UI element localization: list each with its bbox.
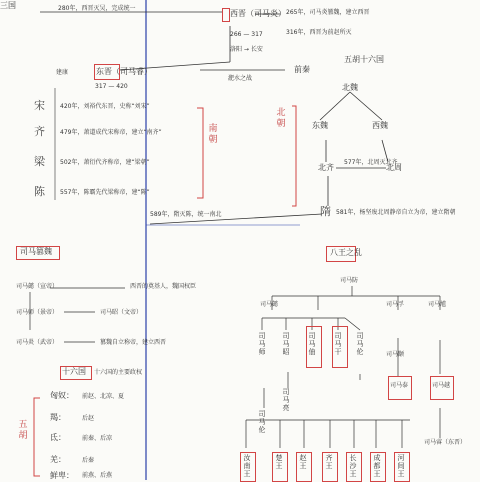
dongwei-label: 东魏 xyxy=(312,121,328,130)
xijin-years: 266 — 317 xyxy=(230,31,263,38)
gen2-yi: 司马懿 xyxy=(260,301,279,308)
note-280: 280年，西晋灭吴，完成统一 xyxy=(58,5,136,12)
jiankang-label: 建康 xyxy=(56,69,69,76)
xiwei-label: 西魏 xyxy=(372,121,388,130)
xijin-label: 西晋（司马炎） xyxy=(230,9,286,18)
beiwei-label: 北魏 xyxy=(342,83,358,92)
song-note: 420年，刘裕代东晋，史称“刘宋” xyxy=(60,103,150,110)
wuhu-qiang: 羌： xyxy=(50,455,66,464)
nanchao-label: 南朝 xyxy=(208,124,218,145)
wuhu-xiongnu-note: 前赵、北凉、夏 xyxy=(82,393,125,400)
chen-note: 557年，陈霸先代梁称帝，建“陈” xyxy=(60,189,150,196)
cuanwei-title: 司马篡魏 xyxy=(20,247,52,256)
qi-note: 479年，萧道成代宋称帝，建立“南齐” xyxy=(60,129,162,136)
liang-note: 502年，萧衍代齐称帝，建“梁朝” xyxy=(60,159,150,166)
wuhu-red-label: 五胡 xyxy=(18,420,28,441)
bawang-title: 八王之乱 xyxy=(330,248,362,257)
wuhu-jie: 羯： xyxy=(50,413,66,422)
shiliu-title: 十六国 xyxy=(62,367,86,376)
king-4: 齐王 xyxy=(325,454,333,470)
feishui-label: 淝水之战 xyxy=(228,75,253,82)
gen4-liang: 司马亮 xyxy=(282,388,290,412)
simayi-note: 西晋的奠基人，魏国权臣 xyxy=(130,283,197,290)
king-5: 长沙王 xyxy=(349,454,357,478)
box-zhou xyxy=(306,326,322,368)
dongjin-name: 东晋（司马睿） xyxy=(96,67,152,76)
sima-yue: 司马越 xyxy=(432,382,451,389)
simayan: 司马炎（武帝） xyxy=(16,339,59,346)
king-7: 河间王 xyxy=(397,454,405,478)
gen2-fu: 司马孚 xyxy=(386,301,405,308)
qi-dynasty: 齐 xyxy=(34,125,45,138)
king-1: 汝南王 xyxy=(243,454,251,478)
sui-label: 隋 xyxy=(320,205,331,218)
simayan-note: 篡魏自立称帝，建立西晋 xyxy=(100,339,167,346)
wuhu-jie-note: 后赵 xyxy=(82,415,95,422)
gen3-gan: 司马干 xyxy=(334,332,342,356)
note-581: 581年，杨坚废北周静帝自立为帝，建立隋朝 xyxy=(336,209,456,216)
note-589: 589年，隋灭陈，统一南北 xyxy=(150,211,222,218)
liang-dynasty: 梁 xyxy=(34,155,45,168)
gen2-kui: 司马馗 xyxy=(428,301,447,308)
wuhu-label: 五胡十六国 xyxy=(344,55,384,64)
simayi: 司马懿（宣帝） xyxy=(16,283,59,290)
chen-dynasty: 陈 xyxy=(34,185,45,198)
wuhu-qiang-note: 后秦 xyxy=(82,457,95,464)
simashi: 司马师（景帝） xyxy=(16,309,59,316)
beizhou-label: 北周 xyxy=(386,163,402,172)
simafang: 司马防 xyxy=(340,277,359,284)
note-577: 577年，北周灭北齐 xyxy=(344,159,398,166)
edge-label: 三国 xyxy=(0,1,16,10)
note-316: 316年，西晋为前赵所灭 xyxy=(286,29,352,36)
sima-tai: 司马泰 xyxy=(390,382,409,389)
qianqin-label: 前秦 xyxy=(294,65,310,74)
sima-yong: 司马颙 xyxy=(386,351,405,358)
song-dynasty: 宋 xyxy=(34,99,45,112)
gen3-shi: 司马师 xyxy=(258,332,266,356)
note-265: 265年，司马炎篡魏，建立西晋 xyxy=(286,9,370,16)
king-3: 赵王 xyxy=(299,454,307,470)
simazhao: 司马昭（文帝） xyxy=(100,309,143,316)
king-6: 成都王 xyxy=(373,454,381,478)
wuhu-di: 氐： xyxy=(50,433,66,442)
wuhu-di-note: 前秦、后凉 xyxy=(82,435,113,442)
gen3-zhao: 司马昭 xyxy=(282,332,290,356)
gen4-lun: 司马伦 xyxy=(258,410,266,434)
shiliu-sub: 十六国的主要政权 xyxy=(94,369,143,376)
gen3-zhou: 司马伷 xyxy=(308,332,316,356)
gen3-lun: 司马伦 xyxy=(356,332,364,356)
box-gan xyxy=(332,326,348,368)
beiqi-label: 北齐 xyxy=(318,163,334,172)
wuhu-xianbei: 鲜卑： xyxy=(50,471,74,480)
xijin-route: 洛阳 → 长安 xyxy=(230,46,263,53)
wuhu-xianbei-note: 前燕、后燕 xyxy=(82,472,113,479)
beichao-label: 北朝 xyxy=(276,108,286,129)
sima-rui: 司马睿（东晋） xyxy=(424,439,467,446)
king-2: 楚王 xyxy=(275,454,283,470)
xijin-box xyxy=(222,8,230,22)
wuhu-xiongnu: 匈奴： xyxy=(50,391,74,400)
dongjin-years: 317 — 420 xyxy=(95,83,128,90)
